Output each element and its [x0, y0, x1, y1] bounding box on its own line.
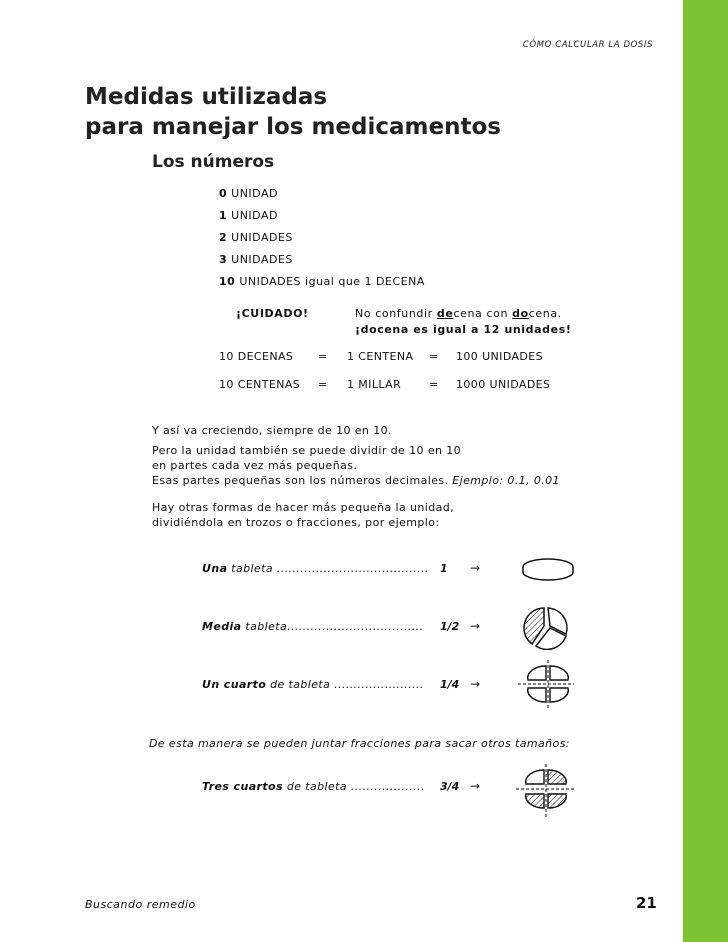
- warning-text-2: ¡docena es igual a 12 unidades!: [355, 323, 572, 336]
- warning-label: ¡CUIDADO!: [236, 307, 309, 320]
- section-title: Los números: [152, 152, 275, 172]
- equals-sign: =: [318, 350, 328, 363]
- fraction-row-quarter: Un cuarto de tableta .......................: [202, 678, 424, 691]
- equivalence-c: 100 UNIDADES: [456, 350, 544, 363]
- equals-sign: =: [429, 350, 439, 363]
- fraction-row-three-quarters: Tres cuartos de tableta ...................: [202, 780, 425, 793]
- whole-tablet-icon: [520, 555, 576, 585]
- accent-side-bar: [683, 0, 728, 942]
- equivalence-a: 10 DECENAS: [219, 350, 294, 363]
- footer-book-title: Buscando remedio: [85, 898, 196, 911]
- quarter-tablet-icon: [516, 660, 576, 710]
- fraction-value: 1/4: [440, 678, 460, 691]
- running-head: CÓMO CALCULAR LA DOSIS: [522, 40, 653, 50]
- join-sentence: De esta manera se pueden juntar fracciones para sacar otros tamaños:: [149, 737, 570, 750]
- equivalence-b: 1 MILLAR: [347, 378, 402, 391]
- unit-row: 10 UNIDADES igual que 1 DECENA: [219, 275, 425, 288]
- arrow-icon: →: [470, 677, 481, 691]
- unit-row: 3 UNIDADES: [219, 253, 293, 266]
- title-line-1: Medidas utilizadas: [85, 84, 328, 110]
- equivalence-b: 1 CENTENA: [347, 350, 414, 363]
- fraction-value: 3/4: [440, 780, 460, 793]
- unit-row: 2 UNIDADES: [219, 231, 293, 244]
- paragraph-2: Pero la unidad también se puede dividir de 10 en 10 en partes cada vez más pequeñas. Esas partes pequeñas son los números decimales. Ejemplo: 0.1, 0.01: [152, 444, 560, 487]
- fraction-row-whole: Una tableta .......................................: [202, 562, 429, 575]
- page-number: 21: [636, 894, 657, 912]
- paragraph-1: Y así va creciendo, siempre de 10 en 10.: [152, 424, 392, 437]
- page-title: [85, 82, 501, 142]
- half-tablet-icon: [522, 604, 572, 650]
- arrow-icon: →: [470, 561, 481, 575]
- warning-text-1: No confundir decena con docena.: [355, 307, 562, 320]
- equivalence-c: 1000 UNIDADES: [456, 378, 551, 391]
- unit-row: 0 UNIDAD: [219, 187, 278, 200]
- paragraph-3: Hay otras formas de hacer más pequeña la unidad, dividiéndola en trozos o fracciones, por ejemplo:: [152, 501, 455, 529]
- fraction-row-half: Media tableta...................................: [202, 620, 424, 633]
- equals-sign: =: [429, 378, 439, 391]
- unit-row: 1 UNIDAD: [219, 209, 278, 222]
- equivalence-a: 10 CENTENAS: [219, 378, 301, 391]
- arrow-icon: →: [470, 779, 481, 793]
- fraction-value: 1: [440, 562, 448, 575]
- title-line-2: para manejar los medicamentos: [85, 114, 501, 140]
- three-quarter-tablet-icon: [514, 764, 576, 818]
- arrow-icon: →: [470, 619, 481, 633]
- fraction-value: 1/2: [440, 620, 460, 633]
- equals-sign: =: [318, 378, 328, 391]
